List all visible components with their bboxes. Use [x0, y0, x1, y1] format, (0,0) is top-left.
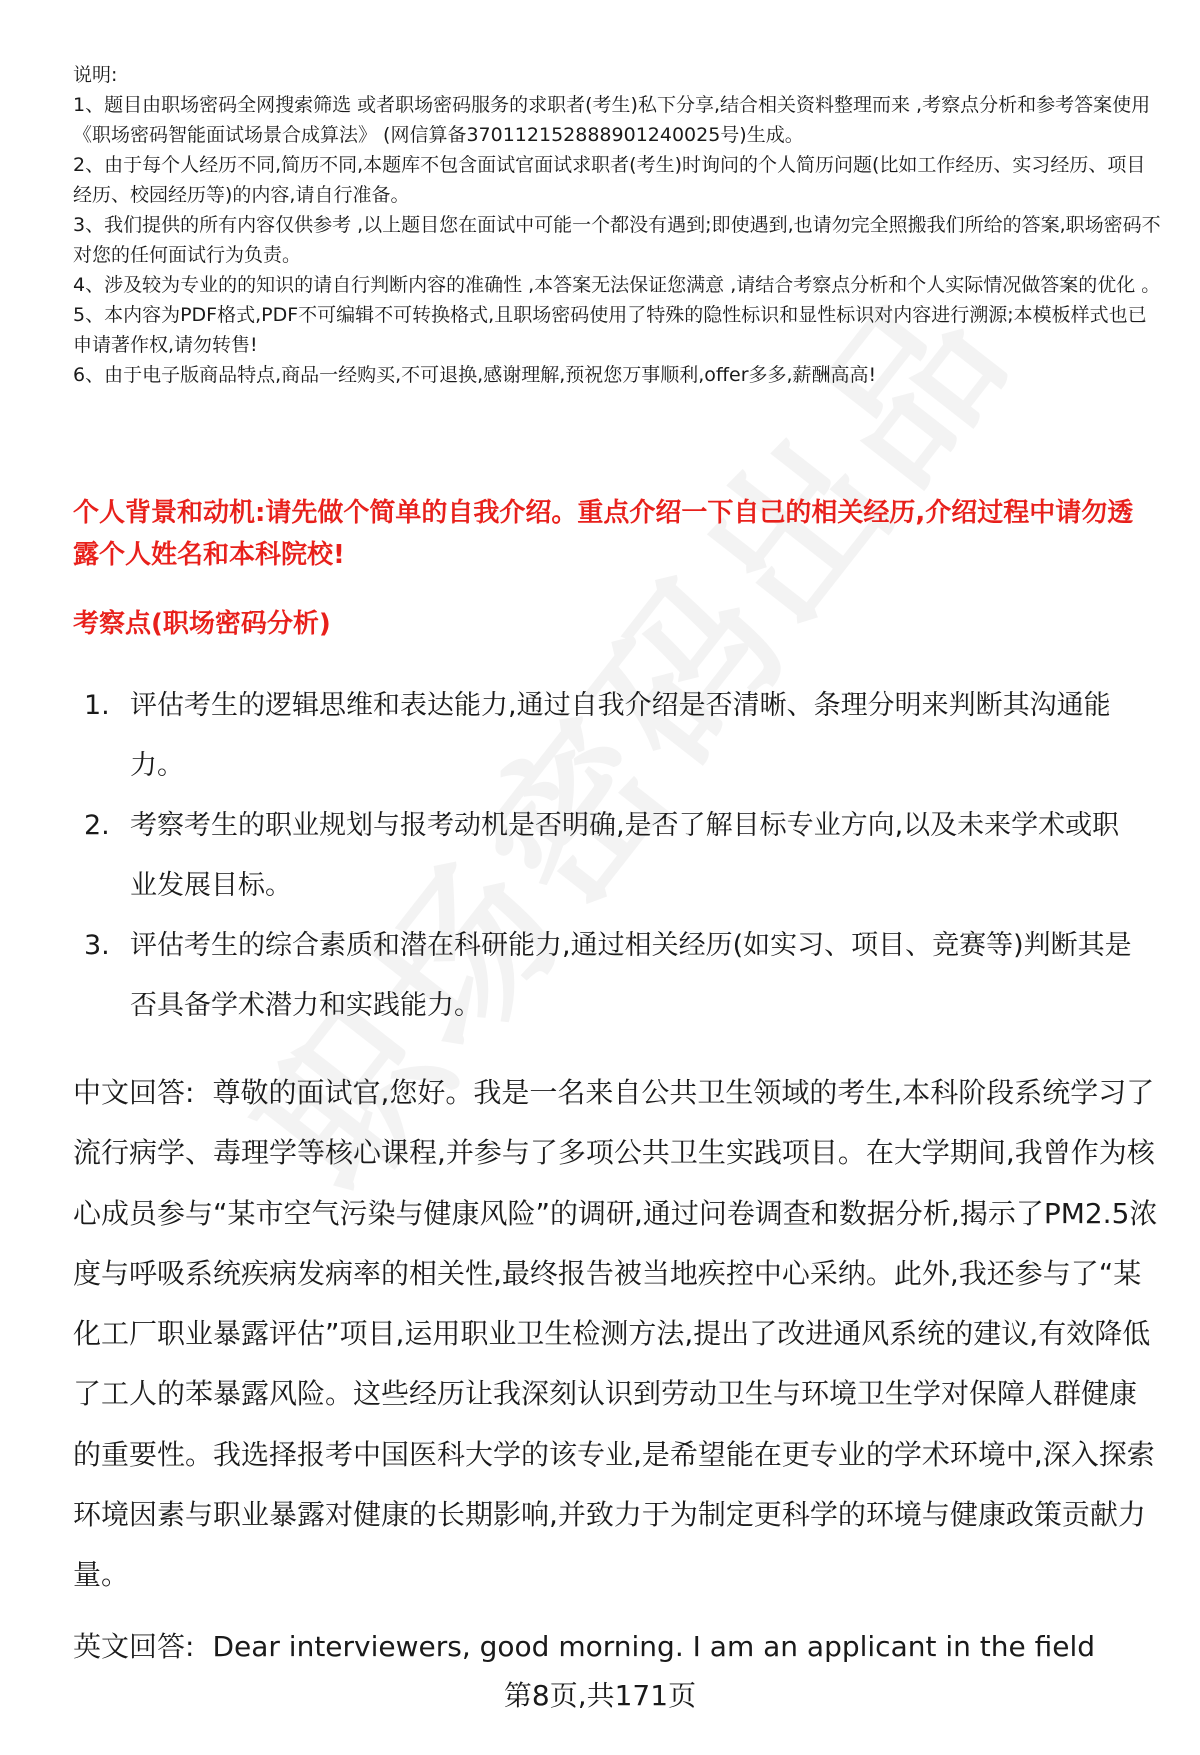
chinese-answer-label: 中文回答: — [73, 1076, 195, 1109]
english-answer-text: Dear interviewers, good morning. I am an applicant in the field — [212, 1630, 1096, 1663]
chinese-answer-text: 尊敬的面试官,您好。我是一名来自公共卫生领域的考生,本科阶段系统学习了流行病学、毒理学等核心课程,并参与了多项公共卫生实践项目。在大学期间,我曾作为核心成员参与“某市空气污染与健康风险”的调研,通过问卷调查和数据分析,揭示了PM2.5浓度与呼吸系统疾病发病率的相关性,最终报告被当地疾控中心采纳。此外,我还参与了“某化工厂职业暴露评估”项目,运用职业卫生检测方法,提出了改进通风系统的建议,有效降低了工人的苯暴露风险。这些经历让我深刻认识到劳动卫生与环境卫生学对保障人群健康的重要性。我选择报考中国医科大学的该专业,是希望能在更专业的学术环境中,深入探索环境因素与职业暴露对健康的长期影响,并致力于为制定更科学的环境与健康政策贡献力量。 — [73, 1076, 1158, 1592]
notice-item: 1、题目由职场密码全网搜索筛选 或者职场密码服务的求职者(考生)私下分享,结合相关资料整理而来 ,考察点分析和参考答案使用《职场密码智能面试场景合成算法》 (网信算备370112152888901240025号)生成。 — [73, 94, 1151, 146]
page-number: 第8页,共171页 — [503, 1679, 697, 1712]
interview-question: 个人背景和动机:请先做个简单的自我介绍。重点介绍一下自己的相关经历,介绍过程中请勿透露个人姓名和本科院校! — [73, 498, 1134, 570]
english-answer-label: 英文回答: — [73, 1630, 195, 1663]
notice-item: 2、由于每个人经历不同,简历不同,本题库不包含面试官面试求职者(考生)时询问的个人简历问题(比如工作经历、实习经历、项目经历、校园经历等)的内容,请自行准备。 — [73, 154, 1146, 206]
notice-title: 说明: — [73, 64, 118, 86]
chinese-answer — [73, 1063, 1161, 1606]
assessment-points-list — [78, 676, 1138, 1036]
point-number: 1. — [84, 690, 110, 721]
point-text: 考察考生的职业规划与报考动机是否明确,是否了解目标专业方向,以及未来学术或职业发展目标。 — [130, 810, 1120, 901]
point-text: 评估考生的逻辑思维和表达能力,通过自我介绍是否清晰、条理分明来判断其沟通能力。 — [130, 690, 1111, 781]
notice-item: 5、本内容为PDF格式,PDF不可编辑不可转换格式,且职场密码使用了特殊的隐性标识和显性标识对内容进行溯源;本模板样式也已申请著作权,请勿转售! — [73, 304, 1147, 356]
notice-item: 4、涉及较为专业的的知识的请自行判断内容的准确性 ,本答案无法保证您满意 ,请结合考察点分析和个人实际情况做答案的优化 。 — [73, 274, 1161, 296]
notice-item: 3、我们提供的所有内容仅供参考 ,以上题目您在面试中可能一个都没有遇到;即使遇到,也请勿完全照搬我们所给的答案,职场密码不对您的任何面试行为负责。 — [73, 214, 1161, 266]
notice-item: 6、由于电子版商品特点,商品一经购买,不可退换,感谢理解,预祝您万事顺利,offer多多,薪酬高高! — [73, 364, 877, 386]
assessment-point — [78, 796, 1138, 916]
notice-block — [73, 60, 1163, 390]
assessment-point — [78, 916, 1138, 1036]
assessment-points-title: 考察点(职场密码分析) — [73, 609, 331, 639]
point-number: 2. — [84, 810, 110, 841]
english-answer — [73, 1622, 1173, 1672]
point-number: 3. — [84, 930, 110, 961]
point-text: 评估考生的综合素质和潜在科研能力,通过相关经历(如实习、项目、竞赛等)判断其是否具备学术潜力和实践能力。 — [130, 930, 1132, 1021]
assessment-point — [78, 676, 1138, 796]
